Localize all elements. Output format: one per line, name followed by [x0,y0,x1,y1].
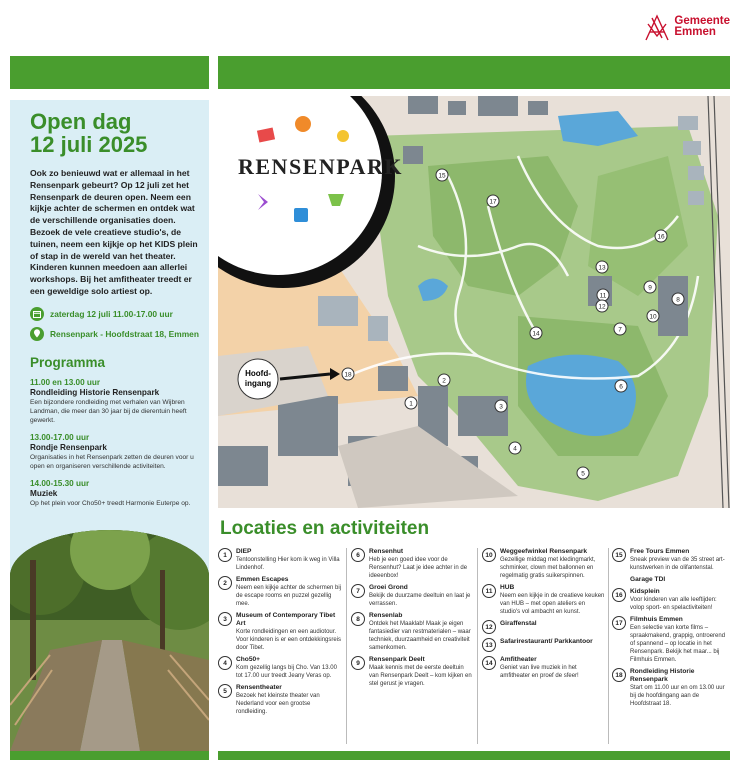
svg-text:4: 4 [513,445,517,453]
location-number: 18 [612,668,626,682]
svg-text:17: 17 [489,198,497,206]
programma-time: 13.00-17.00 uur [30,432,90,442]
svg-text:8: 8 [676,296,680,304]
location-title: Free Tours Emmen [630,548,690,555]
location-number: 6 [351,548,365,562]
svg-text:3: 3 [499,403,503,411]
location-title: Groei Grond [369,584,408,591]
column-divider [608,548,609,744]
entrance-label-1: Hoofd- [245,369,271,378]
top-strip [0,0,738,50]
title-line-2: 12 juli 2025 [30,132,148,157]
location-desc: Neem een kijkje in de creatieve keuken van HUB – met open ateliers en studio's vol ambacht en kunst. [500,593,605,615]
programma-item [30,433,201,471]
calendar-icon [30,307,44,321]
locaties-column-4 [612,548,730,712]
location-title: Garage TDI [630,576,666,583]
location-number: 1 [218,548,232,562]
svg-text:14: 14 [532,330,540,338]
location-desc: Voor kinderen van alle leeftijden: volop sport- en spelactiviteiten! [630,597,717,611]
entrance-label-2: ingang [244,379,272,388]
location-desc: Geniet van live muziek in het amfitheater en proef de sfeer! [500,665,579,679]
list-item [218,576,342,608]
list-item [218,548,342,572]
column-divider [346,548,347,744]
list-item [482,638,606,652]
svg-text:6: 6 [619,383,623,391]
logo-line2: Emmen [674,26,716,38]
svg-text:13: 13 [598,264,606,272]
location-number: 17 [612,616,626,630]
location-desc: Neem een kijkje achter de schermen bij de escape rooms en puzzel gezellig mee. [236,585,342,607]
svg-text:12: 12 [598,303,606,311]
svg-text:9: 9 [648,284,652,292]
list-item [218,684,342,716]
programma-desc: Een bijzondere rondleiding met verhalen van Wijbren Landman, die meer dan 30 jaar bij de dierentuin heeft gewerkt. [30,398,187,424]
location-title: Safarirestaurant/ Parkkantoor [500,638,593,645]
location-desc: Bezoek het kleinste theater van Nederland voor een grootse rondleiding. [236,693,320,715]
list-item [482,548,606,580]
location-number: 5 [218,684,232,698]
location-title: Amfitheater [500,656,537,663]
locaties-column-3 [482,548,606,684]
location-number: 14 [482,656,496,670]
location-desc: Bekijk de duurzame deeltuin en laat je verrassen. [369,593,471,607]
location-number: 15 [612,548,626,562]
programma-item [30,378,201,425]
programma-item [30,479,201,508]
park-boardwalk-photo [10,530,209,751]
programma-name: Muziek [30,488,58,498]
list-item [482,620,606,634]
location-number: 9 [351,656,365,670]
location-title: DIEP [236,548,252,555]
list-item [218,612,342,652]
list-item [612,548,730,572]
open-dag-title [30,110,209,156]
svg-text:7: 7 [618,326,622,334]
location-title: Kidsplein [630,588,660,595]
location-number: 16 [612,588,626,602]
location-title: Filmhuis Emmen [630,616,683,623]
programma-desc: Organisaties in het Rensenpark zetten de deuren voor u open en organiseren verschillende activiteiten. [30,453,194,470]
list-item [351,584,475,608]
intro-text: Ook zo benieuwd wat er allemaal in het Rensenpark gebeurt? Op 12 juli zet het Rensenpark de deuren open. Neem een kijkje achter de schermen en ontdek wat de verschillende organisaties doen. Bezoek de vele creatieve studio's, de tuinen, neem een kijkje op het KIDS plein of stap in de wereld van het theater. Kinderen kunnen meedoen aan allerlei workshops. Bij het amfitheater treedt er een geweldige solo artiest op. [30,168,198,296]
list-item [482,656,606,680]
address-line [30,327,209,341]
locaties-column-2 [351,548,475,692]
location-desc: Korte rondleidingen en een audiotour. Voor kinderen is er een ontdekkingsreis door Tibet. [236,629,342,651]
map-brand-text: RENSENPARK [238,154,403,179]
location-number: 4 [218,656,232,670]
svg-text:10: 10 [649,313,657,321]
svg-text:16: 16 [657,233,665,241]
date-line [30,307,209,321]
left-panel [10,100,209,751]
location-title: Weggeefwinkel Rensenpark [500,548,588,555]
list-item [351,656,475,688]
location-title: Rensenpark Deelt [369,656,425,663]
title-line-1: Open dag [30,109,132,134]
locaties-heading: Locaties en activiteiten [220,518,430,539]
svg-text:18: 18 [344,371,352,379]
location-title: Rensenlab [369,612,403,619]
locaties-column-1 [218,548,342,720]
location-pin-icon [30,327,44,341]
list-item [351,548,475,580]
programma-name: Rondje Rensenpark [30,442,107,452]
location-title: HUB [500,584,515,591]
svg-text:1: 1 [409,400,413,408]
location-desc: Start om 11.00 uur en om 13.00 uur bij de hoofdingang aan de Hoofdstraat 18. [630,685,725,707]
location-title: Giraffenstal [500,620,537,627]
location-number: 2 [218,576,232,590]
location-desc: Maak kennis met de eerste deeltuin van Rensenpark Deelt – kom kijken en stel gerust je vragen. [369,665,472,687]
location-number: 13 [482,638,496,652]
gemeente-emmen-logo [644,12,730,42]
svg-text:2: 2 [442,377,446,385]
location-desc: Ontdek het Maaklab! Maak je eigen fantasiedier van restmaterialen – waar techniek, duurzaamheid en creativiteit samenkomen. [369,621,471,651]
header-band-left [10,56,209,89]
programma-desc: Op het plein voor Cho50+ treedt Harmonie Euterpe op. [30,499,191,507]
date-text: zaterdag 12 juli 11.00-17.00 uur [50,308,173,319]
programma-time: 14.00-15.30 uur [30,478,90,488]
list-item [612,616,730,664]
location-title: Emmen Escapes [236,576,289,583]
location-title: Rensentheater [236,684,282,691]
location-number: 8 [351,612,365,626]
location-desc: Gezellige middag met kledingmarkt, schminker, clown met ballonnen en regelmatig gratis suikerspinnen. [500,557,596,579]
location-desc: Sneak preview van de 35 street art-kunstwerken in de olifantenstal. [630,557,725,571]
list-item [612,588,730,612]
location-title: Cho50+ [236,656,261,663]
location-title: Rensenhut [369,548,404,555]
park-map [218,96,730,508]
location-desc: Een selectie van korte films – spraakmakend, grappig, ontroerend of spannend – op locatie in het Rensenpark. Bekijk het maar... bij Filmhuis Emmen. [630,625,726,663]
logo-line1: Gemeente [674,15,730,27]
footer-band-left [10,751,209,760]
location-number: 10 [482,548,496,562]
list-item [482,584,606,616]
location-desc: Kom gezellig langs bij Cho. Van 13.00 tot 17.00 uur treedt Jeany Veras op. [236,665,337,679]
footer-band-right [218,751,730,760]
svg-text:15: 15 [438,172,446,180]
programma-name: Rondleiding Historie Rensenpark [30,387,160,397]
programma-heading: Programma [30,354,106,370]
list-item [612,576,730,584]
list-item [612,668,730,708]
list-item [351,612,475,652]
location-title: Rondleiding Historie Rensenpark [630,668,695,683]
logo-mark-icon [644,12,670,42]
location-number: 12 [482,620,496,634]
address-text: Rensenpark - Hoofdstraat 18, Emmen [50,328,199,339]
list-item [218,656,342,680]
column-divider [477,548,478,744]
location-desc: Tentoonstelling Hier kom ik weg in Villa Lindenhof. [236,557,340,571]
location-desc: Heb je een goed idee voor de Rensenhut? Laat je idee achter in de ideeenbox! [369,557,468,579]
programma-time: 11.00 en 13.00 uur [30,377,101,387]
location-number: 3 [218,612,232,626]
location-title: Museum of Contemporary Tibet Art [236,612,336,627]
svg-text:11: 11 [599,292,607,300]
header-band-right [218,56,730,89]
location-number: 7 [351,584,365,598]
svg-text:5: 5 [581,470,585,478]
location-number: 11 [482,584,496,598]
